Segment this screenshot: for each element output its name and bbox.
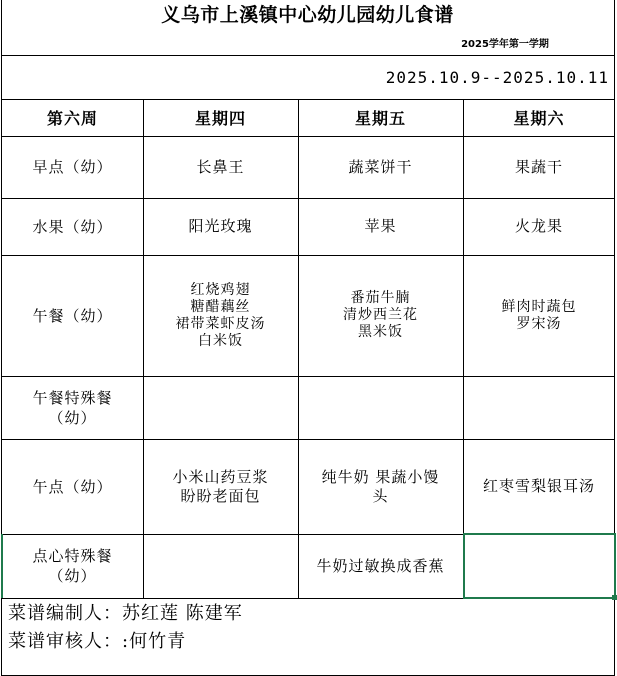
- grid-line: [1, 55, 615, 56]
- cell-fruit-fri[interactable]: 苹果: [364, 217, 397, 235]
- cell-special-lunch-sat[interactable]: [463, 376, 615, 439]
- grid-line: [1, 439, 615, 440]
- header-week[interactable]: 第六周: [46, 109, 98, 128]
- cell-breakfast-sat[interactable]: 果蔬干: [514, 157, 563, 176]
- cell-special-snack-thu[interactable]: [143, 534, 298, 598]
- grid-line: [1, 136, 615, 137]
- cell-breakfast-thu[interactable]: 长鼻王: [196, 157, 245, 176]
- date-range[interactable]: 2025.10.9--2025.10.11: [385, 67, 609, 87]
- cell-fruit-thu[interactable]: 阳光玫瑰: [188, 217, 253, 235]
- row-label-afternoon[interactable]: 午点（幼）: [32, 477, 113, 496]
- cell-lunch-sat[interactable]: 鲜肉时蔬包 罗宋汤: [501, 298, 577, 332]
- selection-edge-left: [1, 534, 3, 598]
- cell-special-lunch-thu[interactable]: [143, 376, 298, 439]
- selection-fill-handle[interactable]: [612, 595, 617, 600]
- grid-line: [1, 198, 615, 199]
- row-label-breakfast[interactable]: 早点（幼）: [32, 158, 113, 176]
- cell-afternoon-thu[interactable]: 小米山药豆浆 盼盼老面包: [172, 467, 269, 505]
- cell-lunch-fri[interactable]: 番茄牛腩 清炒西兰花 黑米饭: [343, 290, 418, 340]
- cell-fruit-sat[interactable]: 火龙果: [514, 217, 563, 235]
- cell-special-snack-fri[interactable]: 牛奶过敏换成香蕉: [316, 556, 445, 575]
- header-day-2[interactable]: 星期五: [354, 109, 406, 128]
- cell-special-lunch-fri[interactable]: [298, 376, 463, 439]
- row-label-special-lunch[interactable]: 午餐特殊餐 （幼）: [32, 388, 113, 427]
- row-label-special-snack[interactable]: 点心特殊餐 （幼）: [32, 547, 113, 585]
- grid-line: [463, 99, 464, 598]
- grid-line: [1, 376, 615, 377]
- row-label-lunch[interactable]: 午餐（幼）: [32, 306, 113, 325]
- page-title[interactable]: 义乌市上溪镇中心幼儿园幼儿食谱: [161, 3, 454, 26]
- grid-line: [143, 99, 144, 598]
- header-day-1[interactable]: 星期四: [194, 109, 246, 128]
- footer-compiler[interactable]: 菜谱编制人：苏红莲 陈建军: [8, 603, 243, 624]
- header-day-3[interactable]: 星期六: [513, 109, 565, 128]
- cell-afternoon-sat[interactable]: 红枣雪梨银耳汤: [482, 477, 595, 495]
- grid-line: [298, 99, 299, 598]
- cell-lunch-thu[interactable]: 红烧鸡翅 糖醋藕丝 裙带菜虾皮汤 白米饭: [175, 281, 266, 349]
- cell-breakfast-fri[interactable]: 蔬菜饼干: [348, 157, 413, 176]
- grid-line: [1, 255, 615, 256]
- footer-reviewer[interactable]: 菜谱审核人：:何竹青: [8, 631, 187, 652]
- selected-cell-outline[interactable]: [463, 533, 616, 599]
- semester-label[interactable]: 2025学年第一学期: [461, 38, 549, 50]
- row-label-fruit[interactable]: 水果（幼）: [32, 217, 113, 236]
- grid-line: [1, 99, 615, 100]
- cell-afternoon-fri[interactable]: 纯牛奶 果蔬小馒 头: [321, 467, 440, 505]
